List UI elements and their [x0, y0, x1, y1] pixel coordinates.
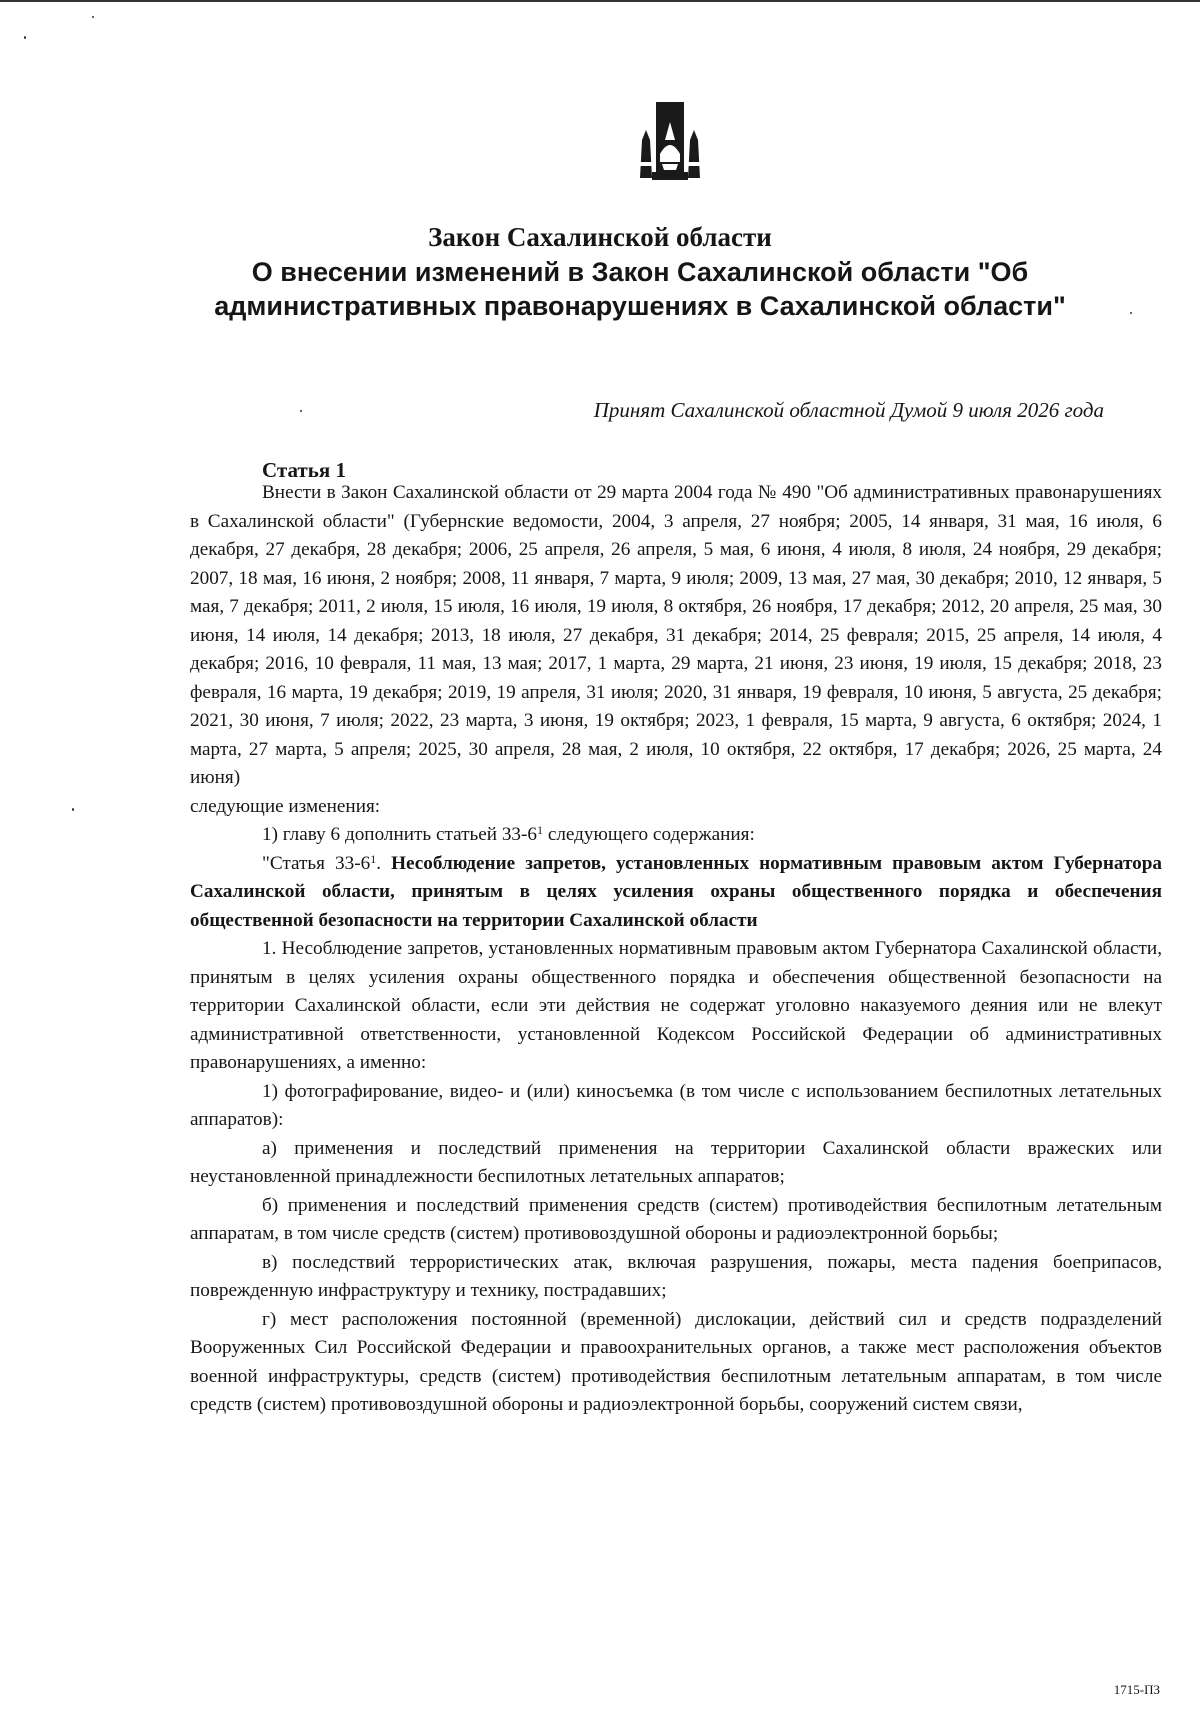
superscript: 1 — [537, 823, 544, 837]
article-intro: Внести в Закон Сахалинской области от 29 марта 2004 года № 490 "Об административных правонарушениях в Сахалинской области" (Губернские ведомости, 2004, 3 апреля, 27 ноября; 2005, 14 января, 31 мая, 16 июля, 6 декабря, 27 декабря, 28 декабря; 2006, 25 апреля, 26 апреля, 5 мая, 6 июня, 4 июля, 8 июля, 24 ноября, 29 декабря; 2007, 18 мая, 16 июня, 2 ноября; 2008, 11 января, 7 марта, 9 июля; 2009, 13 мая, 27 мая, 30 декабря; 2010, 12 января, 5 мая, 7 декабря; 2011, 2 июля, 15 июля, 16 июля, 19 июля, 8 октября, 26 ноября, 17 декабря; 2012, 20 апреля, 25 мая, 30 июня, 14 июля, 14 декабря; 2013, 18 июля, 27 декабря, 31 декабря; 2014, 25 февраля; 2015, 25 апреля, 14 июля, 4 декабря; 2016, 10 февраля, 11 мая, 13 мая; 2017, 1 марта, 29 марта, 21 июня, 23 июня, 19 июля, 15 декабря; 2018, 23 февраля, 16 марта, 19 декабря; 2019, 19 апреля, 31 июля; 2020, 31 января, 19 февраля, 10 июня, 5 августа, 25 декабря; 2021, 30 июня, 7 июля; 2022, 23 марта, 3 июня, 19 октября; 2023, 1 февраля, 15 марта, 9 августа, 6 октября; 2024, 1 марта, 27 марта, 5 апреля; 2025, 30 апреля, 28 мая, 2 июля, 10 октября, 22 октября, 17 декабря; 2026, 25 марта, 24 июня) — [190, 482, 1162, 788]
document-main-title: О внесении изменений в Закон Сахалинской области "Об административных правонарушениях в Сахалинской области" — [214, 257, 1066, 321]
new-article-title: Несоблюдение запретов, установленных нормативным правовым актом Губернатора Сахалинской области, принятым в целях усиления охраны общественного порядка и обеспечения общественной безопасности на территории Сахалинской области — [190, 852, 1162, 931]
scan-edge-line — [0, 0, 1200, 2]
new-article-number: "Статья 33-6 — [262, 852, 371, 874]
document-code: 1715-ПЗ — [1113, 1682, 1160, 1697]
article-intro-tail: следующие изменения: — [190, 795, 381, 817]
item1-text-tail: следующего содержания: — [543, 824, 755, 845]
subitem-a: а) применения и последствий применения на территории Сахалинской области вражеских или неустановленной принадлежности беспилотных летательных аппаратов; — [190, 1137, 1162, 1187]
law-title: Закон Сахалинской области — [428, 222, 772, 252]
item1-text: 1) главу 6 дополнить статьей 33-6 — [262, 824, 538, 845]
document-body — [190, 479, 1162, 1420]
subitem-b: б) применения и последствий применения средств (систем) противодействия беспилотным летательным аппаратам, в том числе средств (систем) противовоздушной обороны и радиоэлектронной борьбы; — [190, 1194, 1162, 1244]
scan-speck — [24, 36, 26, 39]
article-title: Статья 1 — [262, 458, 346, 482]
subitem-1: 1) фотографирование, видео- и (или) киносъемка (в том числе с использованием беспилотных летательных аппаратов): — [190, 1080, 1162, 1130]
new-article-heading — [190, 850, 1162, 936]
scan-speck — [300, 410, 302, 412]
coat-of-arms-emblem — [632, 100, 708, 184]
superscript: 1 — [370, 851, 377, 866]
new-article-dot: . — [376, 852, 392, 874]
paragraph-1: 1. Несоблюдение запретов, установленных нормативным правовым актом Губернатора Сахалинской области, принятым в целях усиления охраны общественного порядка и обеспечения общественной безопасности на территории Сахалинской области, если эти действия не содержат уголовно наказуемого деяния или не влекут административной ответственности, установленной Кодексом Российской Федерации об административных правонарушениях, а именно: — [190, 938, 1162, 1073]
scan-speck — [72, 808, 74, 811]
scan-speck — [92, 16, 94, 18]
adoption-date: Принят Сахалинской областной Думой 9 июля 2026 года — [593, 398, 1104, 422]
subitem-v: в) последствий террористических атак, включая разрушения, пожары, места падения боеприпасов, поврежденную инфраструктуру и технику, пострадавших; — [190, 1251, 1162, 1301]
amendment-item-1 — [190, 821, 1162, 850]
subitem-g: г) мест расположения постоянной (временной) дислокации, действий сил и средств подразделений Вооруженных Сил Российской Федерации и правоохранительных органов, а также мест расположения объектов военной инфраструктуры, средств (систем) противодействия беспилотным летательным аппаратам, в том числе средств (систем) противовоздушной обороны и радиоэлектронной борьбы, сооружений систем связи, — [190, 1308, 1162, 1415]
scan-speck — [1130, 312, 1132, 314]
